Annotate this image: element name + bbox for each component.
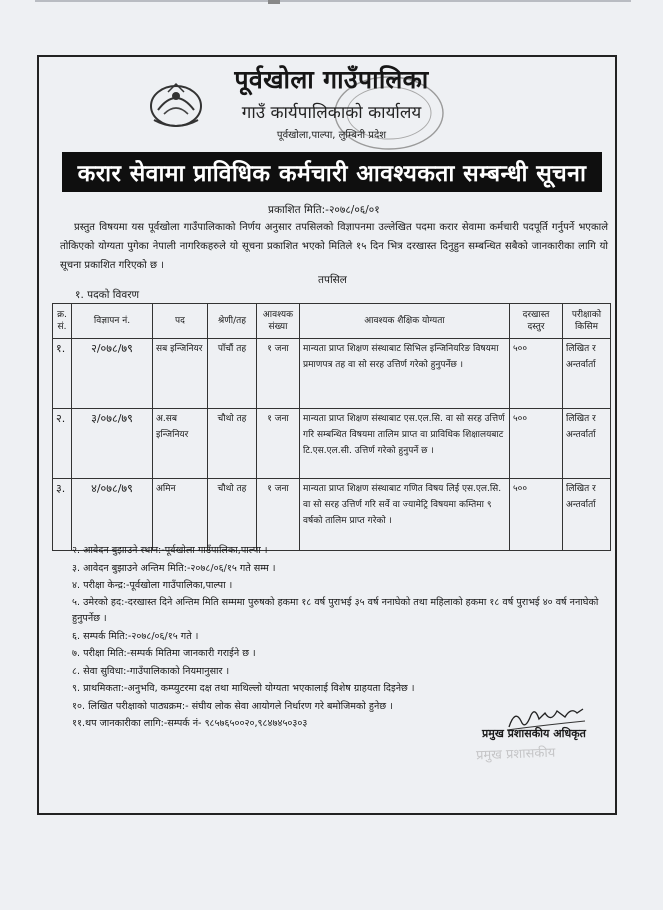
municipality-name: पूर्वखोला गाउँपालिका [234, 65, 429, 94]
col-header-fee: दरखास्त दस्तुर [510, 304, 563, 339]
cell-qualification: मान्यता प्राप्त शिक्षण संस्थाबाट सिभिल इन्जिनियरिङ विषयमा प्रमाणपत्र तह वा सो सरह उत्तिर्ण गरेको हुनुपर्नेछ । [300, 339, 510, 409]
cell-count: १ जना [257, 479, 300, 551]
cell-post: सब इन्जिनियर [153, 339, 208, 409]
notice-title: करार सेवामा प्राविधिक कर्मचारी आवश्यकता सम्बन्धी सूचना [62, 152, 602, 192]
note-deadline: ३. आवेदन बुझाउने अन्तिम मिति:-२०७८/०६/१५ गते सम्म । [72, 562, 276, 574]
cell-serial: १. [53, 339, 72, 409]
note-application-place: २. आवेदन बुझाउने स्थान:-पूर्वखोला गाउँपालिका,पाल्पा । [72, 545, 268, 556]
signatory-title: प्रमुख प्रशासकीय अधिकृत [482, 727, 586, 740]
office-name: गाउँ कार्यपालिकाको कार्यालय [241, 103, 422, 123]
cell-ad-number: ३/०७८/७९ [72, 409, 153, 479]
note-age-limit: ५. उमेरको हद:-दरखास्त दिने अन्तिम मिति सम्ममा पुरुषको हकमा १८ वर्ष पुराभई ३५ वर्ष ननाघेको तथा महिलाको हकमा १८ वर्ष पुराभई ४० वर्ष ननाघेको हुनुपर्नेछ । [72, 596, 599, 624]
cell-fee: ५०० [510, 339, 563, 409]
col-header-count: आवश्यक संख्या [257, 304, 300, 339]
office-address: पूर्वखोला,पाल्पा, लुम्बिनी प्रदेश [276, 130, 387, 141]
intro-paragraph: प्रस्तुत विषयमा यस पूर्वखोला गाउँपालिकाको निर्णय अनुसार तपसिलको विज्ञापनमा उल्लेखित पदमा करार सेवामा कर्मचारी पदपूर्ति गर्नुपर्ने भएकाले तोकिएको योग्यता पुगेका नेपाली नागरिकहरुले यो सूचना प्रकाशित भएको मितिले १५ दिन भित्र दरखास्त दिनुहुन सम्बन्धित सबैको जानकारीका लागि यो सूचना प्रकाशित गरिएको छ । [60, 222, 608, 271]
col-header-exam-type: परीक्षाको किसिम [563, 304, 611, 339]
cell-exam-type: लिखित र अन्तर्वार्ता [563, 339, 611, 409]
col-header-serial: क्र. सं. [53, 304, 72, 339]
scan-edge-mark [268, 0, 280, 4]
cell-level: चौथो तह [208, 479, 257, 551]
note-contact-date: ६. सम्पर्क मिति:-२०७८/०६/१५ गते । [72, 630, 199, 642]
cell-post: अमिन [153, 479, 208, 551]
cell-level: पाँचौं तह [208, 339, 257, 409]
annex-label: तपसिल [318, 274, 347, 286]
col-header-level: श्रेणी/तह [208, 304, 257, 339]
note-contact-number: ११.थप जानकारीका लागि:-सम्पर्क नं- ९८५७६५००२०,९८४७४५०३०३ [72, 718, 308, 729]
cell-qualification: मान्यता प्राप्त शिक्षण संस्थाबाट गणित विषय लिई एस.एल.सि. वा सो सरह उत्तिर्ण गरि सर्वे वा ज्यामेट्रि विषयमा कम्तिमा ९ वर्षको तालिम प्राप्त गरेको । [300, 479, 510, 551]
table-row [53, 479, 611, 551]
cell-ad-number: २/०७८/७९ [72, 339, 153, 409]
cell-exam-type: लिखित र अन्तर्वार्ता [563, 479, 611, 551]
cell-serial: २. [53, 409, 72, 479]
signatory-stamp: प्रमुख प्रशासकीय [475, 745, 556, 764]
col-header-post: पद [153, 304, 208, 339]
table-row [53, 339, 611, 409]
cell-qualification: मान्यता प्राप्त शिक्षण संस्थाबाट एस.एल.सि. वा सो सरह उत्तिर्ण गरि सम्बन्धित विषयमा तालिम प्राप्त वा प्राविधिक शिक्षालयबाट टि.एस.एल.सी. उत्तिर्ण गरेको हुनुपर्ने छ । [300, 409, 510, 479]
table-row [53, 409, 611, 479]
note-syllabus: १०. लिखित परीक्षाको पाठ्यक्रम:- संघीय लोक सेवा आयोगले निर्धारण गरे बमोजिमको हुनेछ । [72, 700, 393, 712]
table-header-row [53, 304, 611, 339]
section-post-details: १. पदको विवरण [75, 289, 140, 301]
cell-fee: ५०० [510, 409, 563, 479]
cell-post: अ.सब इन्जिनियर [153, 409, 208, 479]
published-date: प्रकाशित मिति:-२०७८/०६/०१ [268, 204, 380, 216]
col-header-qualification: आवश्यक शैक्षिक योग्यता [300, 304, 510, 339]
cell-level: चौथो तह [208, 409, 257, 479]
note-priority: ९. प्राथमिकता:-अनुभवि, कम्प्युटरमा दक्ष तथा माथिल्लो योग्यता भएकालाई विशेष ग्राहयता दिइनेछ । [72, 683, 415, 694]
note-exam-date: ७. परीक्षा मिति:-सम्पर्क मितिमा जानकारी गराईने छ । [72, 648, 256, 659]
note-exam-center: ४. परीक्षा केन्द्र:-पूर्वखोला गाउँपालिका,पाल्पा । [72, 580, 233, 591]
cell-exam-type: लिखित र अन्तर्वार्ता [563, 409, 611, 479]
cell-count: १ जना [257, 409, 300, 479]
col-header-ad-number: विज्ञापन नं. [72, 304, 153, 339]
cell-count: १ जना [257, 339, 300, 409]
note-benefits: ८. सेवा सुविधा:-गाउँपालिकाको नियमानुसार । [72, 665, 230, 677]
scan-edge-line [35, 0, 631, 2]
cell-serial: ३. [53, 479, 72, 551]
cell-ad-number: ४/०७८/७९ [72, 479, 153, 551]
post-details-table [52, 303, 611, 551]
cell-fee: ५०० [510, 479, 563, 551]
